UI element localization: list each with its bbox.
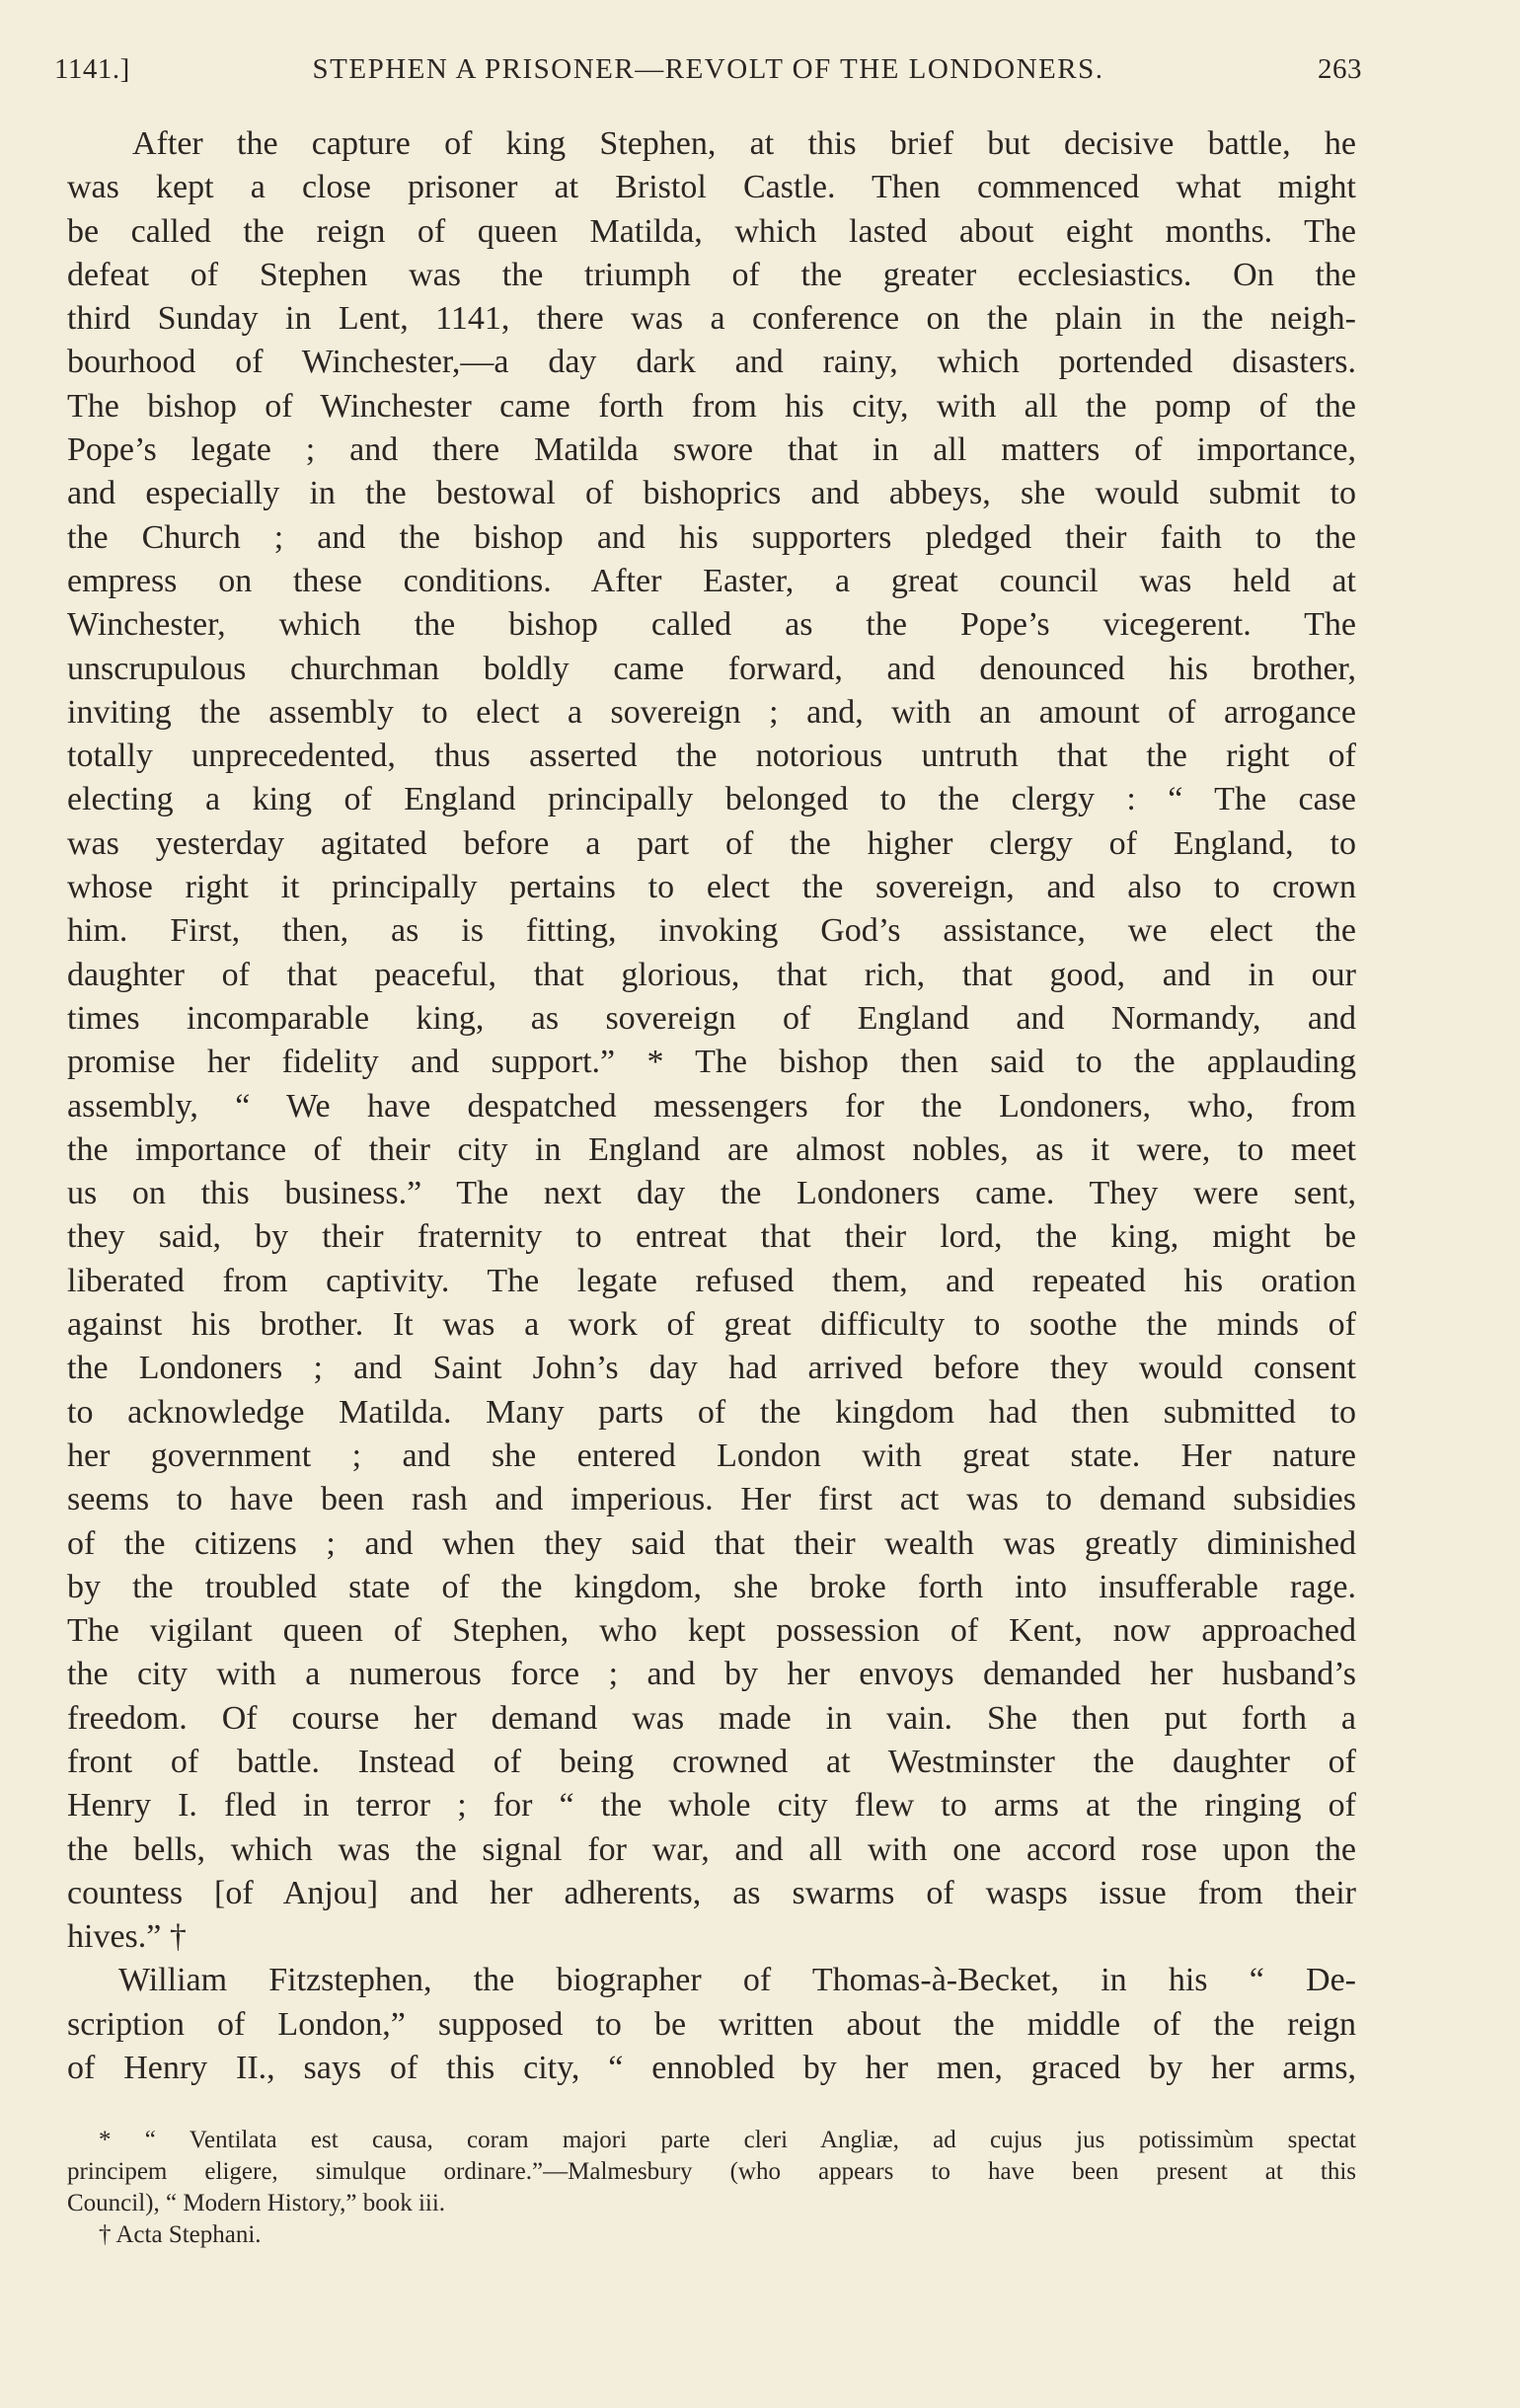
body-line: the bells, which was the signal for war, and all with one accord rose upon the (67, 1830, 1356, 1868)
body-line: The vigilant queen of Stephen, who kept possession of Kent, now approached (67, 1612, 1356, 1650)
body-line: electing a king of England principally belonged to the clergy : “ The case (67, 781, 1356, 818)
body-line: empress on these conditions. After Easter, a great council was held at (67, 562, 1356, 599)
body-line: Winchester, which the bishop called as the Pope’s vicegerent. The (67, 606, 1356, 644)
body-line: unscrupulous churchman boldly came forward, and denounced his brother, (67, 650, 1356, 687)
footnote-line: principem eligere, simulque ordinare.”—Malmesbury (who appears to have been present at this (67, 2158, 1356, 2185)
body-line: of Henry II., says of this city, “ ennobled by her men, graced by her arms, (67, 2050, 1356, 2087)
footnotes (67, 2125, 1356, 2251)
running-head (54, 53, 1362, 101)
footnote-line: * “ Ventilata est causa, coram majori parte cleri Angliæ, ad cujus jus potissimùm spectat (99, 2127, 1356, 2153)
body-line: the Church ; and the bishop and his supporters pledged their faith to the (67, 518, 1356, 556)
body-line: promise her fidelity and support.” * The bishop then said to the applauding (67, 1044, 1356, 1081)
body-line: times incomparable king, as sovereign of England and Normandy, and (67, 999, 1356, 1037)
body-line: to acknowledge Matilda. Many parts of the kingdom had then submitted to (67, 1393, 1356, 1431)
body-line: him. First, then, as is fitting, invoking God’s assistance, we elect the (67, 912, 1356, 950)
header-title: STEPHEN A PRISONER—REVOLT OF THE LONDONERS. (312, 53, 1104, 85)
body-line: After the capture of king Stephen, at this brief but decisive battle, he (132, 125, 1356, 162)
body-line: assembly, “ We have despatched messengers for the Londoners, who, from (67, 1087, 1356, 1125)
body-text (67, 122, 1356, 2090)
body-line: the city with a numerous force ; and by her envoys demanded her husband’s (67, 1656, 1356, 1693)
body-line: scription of London,” supposed to be written about the middle of the reign (67, 2005, 1356, 2043)
body-line: and especially in the bestowal of bishoprics and abbeys, she would submit to (67, 475, 1356, 512)
body-line: daughter of that peaceful, that glorious, that rich, that good, and in our (67, 956, 1356, 993)
body-line: The bishop of Winchester came forth from his city, with all the pomp of the (67, 387, 1356, 425)
body-line: totally unprecedented, thus asserted the notorious untruth that the right of (67, 738, 1356, 775)
body-line: they said, by their fraternity to entreat that their lord, the king, might be (67, 1218, 1356, 1256)
page-number: 263 (1318, 53, 1362, 85)
body-line: whose right it principally pertains to elect the sovereign, and also to crown (67, 869, 1356, 906)
body-line: was yesterday agitated before a part of the higher clergy of England, to (67, 824, 1356, 862)
body-line: the Londoners ; and Saint John’s day had arrived before they would consent (67, 1350, 1356, 1387)
body-line: bourhood of Winchester,—a day dark and rainy, which portended disasters. (67, 344, 1356, 381)
footnote-line: Council), “ Modern History,” book iii. (67, 2190, 446, 2216)
body-line: third Sunday in Lent, 1141, there was a conference on the plain in the neigh- (67, 300, 1356, 338)
body-line: Henry I. fled in terror ; for “ the whole city flew to arms at the ringing of (67, 1787, 1356, 1825)
body-line: us on this business.” The next day the Londoners came. They were sent, (67, 1175, 1356, 1212)
body-line: William Fitzstephen, the biographer of Thomas-à-Becket, in his “ De- (118, 1962, 1356, 1999)
body-line: inviting the assembly to elect a sovereign ; and, with an amount of arrogance (67, 693, 1356, 731)
body-line: countess [of Anjou] and her adherents, as swarms of wasps issue from their (67, 1874, 1356, 1911)
body-line: was kept a close prisoner at Bristol Castle. Then commenced what might (67, 169, 1356, 206)
body-line: by the troubled state of the kingdom, she broke forth into insufferable rage. (67, 1568, 1356, 1605)
header-year: 1141.] (54, 53, 130, 85)
footnote-line: † Acta Stephani. (99, 2221, 262, 2248)
body-line: be called the reign of queen Matilda, which lasted about eight months. The (67, 212, 1356, 250)
body-line: the importance of their city in England are almost nobles, as it were, to meet (67, 1130, 1356, 1168)
body-line: front of battle. Instead of being crowned at Westminster the daughter of (67, 1743, 1356, 1780)
body-line: liberated from captivity. The legate refused them, and repeated his oration (67, 1262, 1356, 1299)
body-line: seems to have been rash and imperious. Her first act was to demand subsidies (67, 1481, 1356, 1518)
body-line: her government ; and she entered London with great state. Her nature (67, 1437, 1356, 1474)
body-line: Pope’s legate ; and there Matilda swore that in all matters of importance, (67, 431, 1356, 469)
body-line: defeat of Stephen was the triumph of the greater ecclesiastics. On the (67, 256, 1356, 293)
body-line: of the citizens ; and when they said that their wealth was greatly diminished (67, 1524, 1356, 1562)
body-line: against his brother. It was a work of great difficulty to soothe the minds of (67, 1306, 1356, 1344)
body-line: freedom. Of course her demand was made in vain. She then put forth a (67, 1699, 1356, 1737)
body-line: hives.” † (67, 1918, 187, 1956)
